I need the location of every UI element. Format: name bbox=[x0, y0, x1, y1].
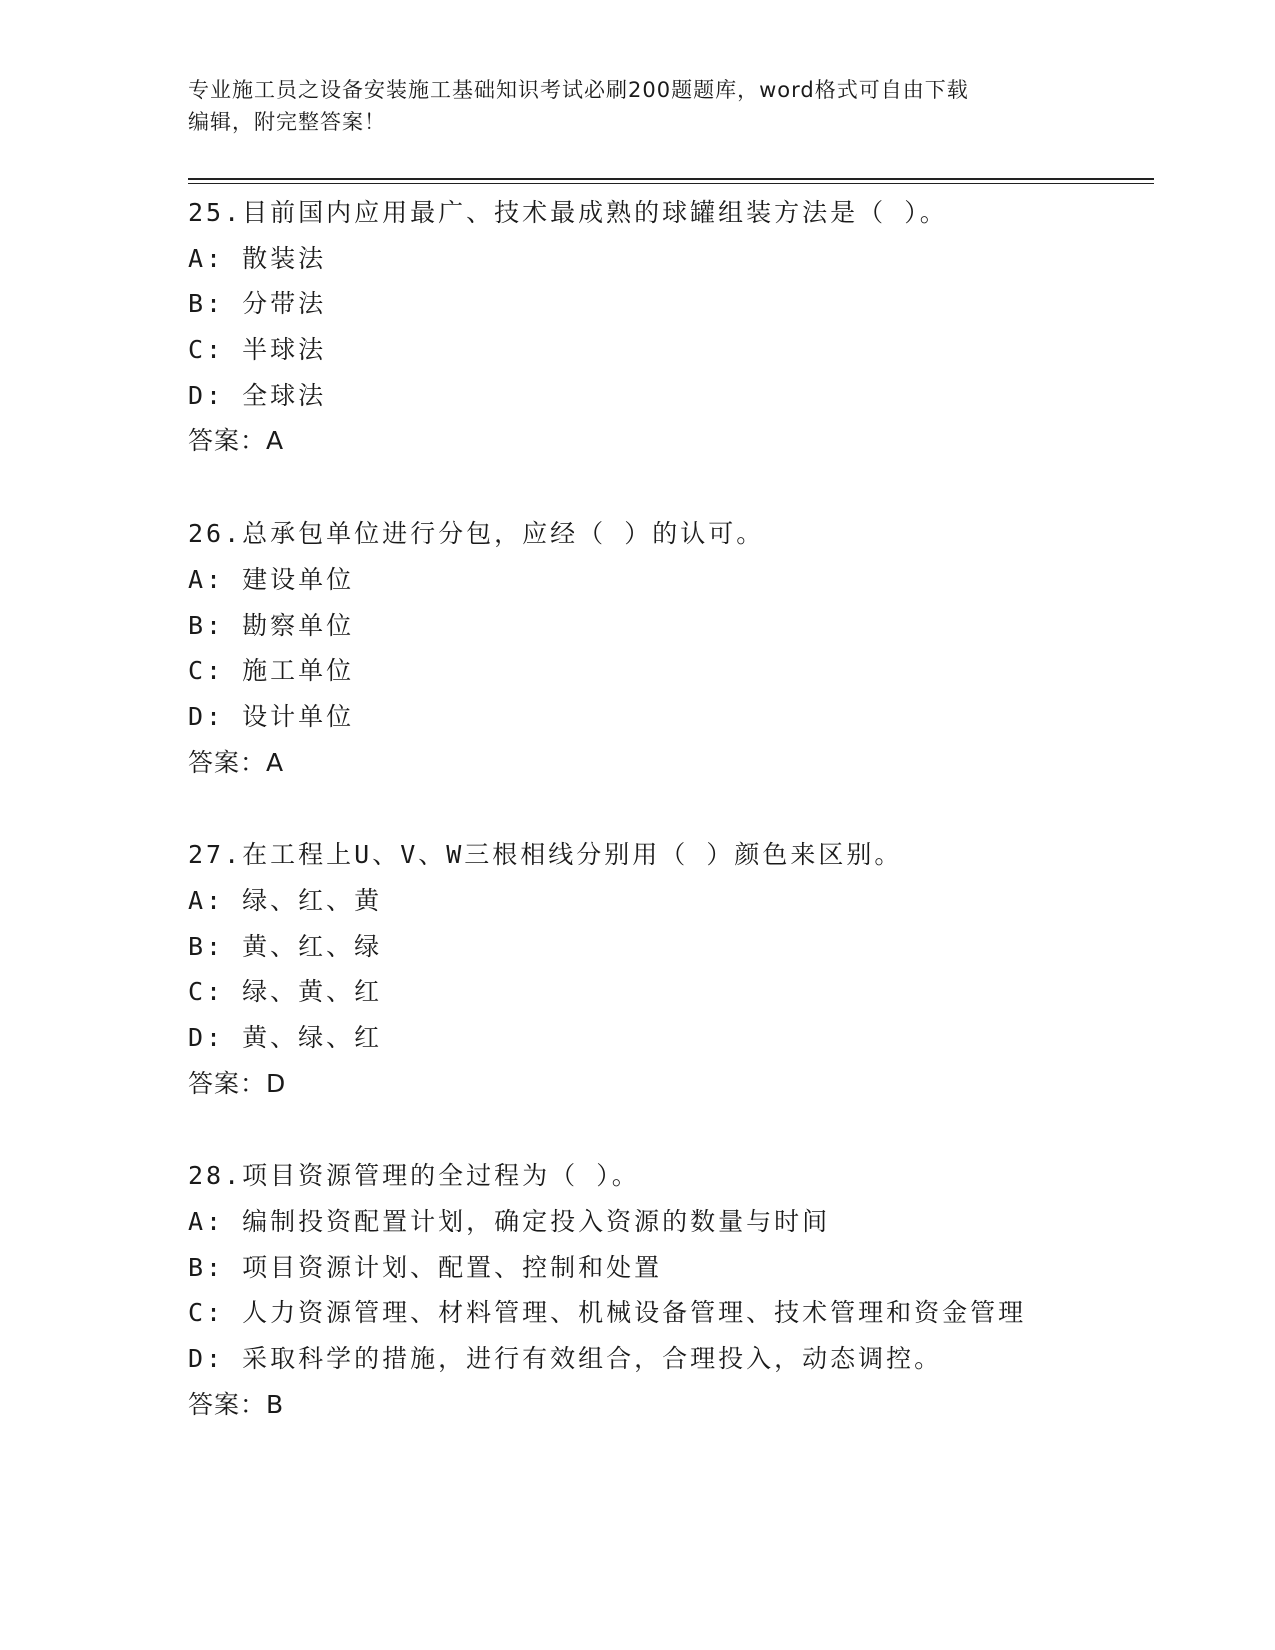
option-c: C: 绿、黄、红 bbox=[188, 977, 383, 1007]
question-stem: 28.项目资源管理的全过程为（ ）。 bbox=[188, 1161, 640, 1191]
option-d: D: 黄、绿、红 bbox=[188, 1023, 383, 1052]
option-b: B: 分带法 bbox=[188, 289, 327, 319]
option-c: C: 半球法 bbox=[188, 335, 327, 365]
question-stem: 27.在工程上U、V、W三根相线分别用（ ）颜色来区别。 bbox=[188, 840, 903, 870]
answer: 答案：B bbox=[188, 1389, 285, 1419]
question-26 bbox=[188, 511, 1154, 785]
question-25 bbox=[188, 190, 1154, 464]
option-b: B: 勘察单位 bbox=[188, 610, 355, 640]
option-a: A: 编制投资配置计划，确定投入资源的数量与时间 bbox=[188, 1207, 831, 1237]
question-28 bbox=[188, 1153, 1154, 1427]
header-line-1: 专业施工员之设备安装施工基础知识考试必刷200题题库，word格式可自由下载 bbox=[188, 78, 969, 102]
option-b: B: 黄、红、绿 bbox=[188, 931, 383, 961]
document-header bbox=[188, 74, 1088, 138]
question-stem: 26.总承包单位进行分包，应经（ ）的认可。 bbox=[188, 519, 765, 549]
question-list bbox=[188, 190, 1154, 1475]
option-a: A: 建设单位 bbox=[188, 564, 355, 594]
answer: 答案：A bbox=[188, 426, 285, 456]
option-c: C: 人力资源管理、材料管理、机械设备管理、技术管理和资金管理 bbox=[188, 1298, 1027, 1328]
question-stem: 25.目前国内应用最广、技术最成熟的球罐组装方法是（ ）。 bbox=[188, 198, 948, 227]
option-c: C: 施工单位 bbox=[188, 656, 355, 686]
option-a: A: 散装法 bbox=[188, 243, 327, 273]
option-d: D: 设计单位 bbox=[188, 701, 355, 731]
option-b: B: 项目资源计划、配置、控制和处置 bbox=[188, 1252, 663, 1282]
answer: 答案：A bbox=[188, 747, 285, 777]
header-divider-top bbox=[188, 178, 1154, 180]
header-line-2: 编辑，附完整答案！ bbox=[188, 110, 386, 134]
option-a: A: 绿、红、黄 bbox=[188, 885, 383, 915]
answer: 答案：D bbox=[188, 1068, 287, 1098]
option-d: D: 全球法 bbox=[188, 380, 327, 410]
question-27 bbox=[188, 832, 1154, 1106]
option-d: D: 采取科学的措施，进行有效组合，合理投入，动态调控。 bbox=[188, 1344, 943, 1374]
header-divider-bottom bbox=[188, 183, 1154, 184]
